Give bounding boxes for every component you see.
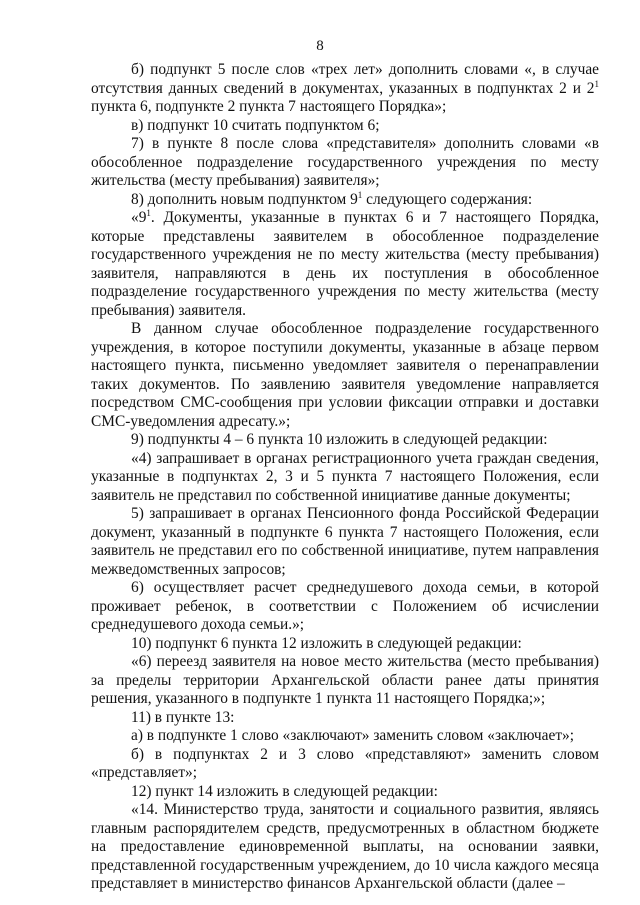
paragraph-text: в) подпункт 10 считать подпунктом 6; — [131, 116, 380, 134]
document-body — [91, 61, 599, 894]
paragraph-text: «9 — [131, 209, 147, 226]
paragraph-text: б) в подпунктах 2 и 3 слово «представляют» заменить словом «представляет»; — [91, 745, 599, 781]
paragraph-text: «4) запрашивает в органах регистрационного учета граждан сведения, указанные в подпунктах 2, 3 и 5 пункта 7 настоящего Положения, если заявитель не представил по собственной инициативе данные документы; — [91, 449, 599, 504]
paragraph-text: В данном случае обособленное подразделение государственного учреждения, в которое поступили документы, указанные в абзаце первом настоящего пункта, письменно уведомляет заявителя о перенаправлении таких документов. По заявлению заявителя уведомление направляется посредством СМС-сообщения при условии фиксации отправки и доставки СМС-уведомления адресату.»; — [91, 320, 599, 430]
superscript: 1 — [357, 189, 363, 200]
paragraph — [91, 579, 599, 635]
paragraph — [91, 653, 599, 709]
paragraph — [91, 431, 599, 450]
paragraph-text: 9) подпункты 4 – 6 пункта 10 изложить в следующей редакции: — [131, 431, 548, 448]
paragraph-text: пункта 6, подпункте 2 пункта 7 настоящего Порядка»; — [91, 98, 447, 115]
paragraph-text: а) в подпункте 1 слово «заключают» заменить словом «заключает»; — [131, 727, 575, 744]
paragraph — [91, 61, 599, 117]
paragraph-text: следующего содержания: — [362, 190, 533, 208]
paragraph-text: 11) в пункте 13: — [131, 708, 235, 726]
paragraph — [91, 709, 599, 728]
paragraph-text: 6) осуществляет расчет среднедушевого дохода семьи, в которой проживает ребенок, в соответствии с Положением об исчислении среднедушевого дохода семьи.»; — [91, 579, 599, 633]
paragraph — [91, 505, 599, 579]
paragraph — [91, 635, 599, 654]
paragraph — [91, 135, 599, 191]
paragraph-text: 7) в пункте 8 после слова «представителя» дополнить словами «в обособленное подразделение государственного учреждения по месту жительства (месту пребывания) заявителя»; — [91, 135, 599, 189]
paragraph-text: «14. Министерство труда, занятости и социального развития, являясь главным распорядителем средств, предусмотренных в областном бюджете на предоставление единовременной выплаты, на основании заявки, представленной государственным учреждением, до 10 числа каждого месяца представляет в министерство финансов Архангельской области (далее – — [91, 801, 599, 892]
paragraph-text: б) подпункт 5 после слов «трех лет» дополнить словами «, в случае отсутствия данных сведений в документах, указанных в подпунктах 2 и 2 — [91, 61, 599, 97]
paragraph-text: «6) переезд заявителя на новое место жительства (место пребывания) за пределы территории Архангельской области ранее даты принятия решения, указанного в подпункте 1 пункта 11 настоящего Порядка;»; — [91, 653, 599, 707]
superscript: 1 — [146, 208, 151, 218]
paragraph-text: . Документы, указанные в пунктах 6 и 7 настоящего Порядка, которые представлены заявителем в обособленное подразделение государственного учреждения не по месту жительства (месту пребывания) заявителя, направляются в день их поступления в обособленное подразделение государственного учреждения по месту жительства (месту пребывания) заявителя. — [91, 209, 599, 319]
paragraph — [91, 209, 599, 320]
paragraph — [91, 320, 599, 431]
paragraph — [91, 191, 599, 210]
paragraph-text: 5) запрашивает в органах Пенсионного фонда Российской Федерации документ, указанный в подпункте 6 пункта 7 настоящего Положения, если заявитель не представил его по собственной инициативе, путем направления межведомственных запросов; — [91, 505, 599, 578]
paragraph — [91, 783, 599, 802]
superscript: 1 — [594, 78, 599, 89]
paragraph — [91, 727, 599, 746]
paragraph-text: 12) пункт 14 изложить в следующей редакции: — [131, 782, 438, 800]
paragraph — [91, 801, 599, 894]
paragraph — [91, 450, 599, 506]
page-number: 8 — [316, 38, 324, 54]
paragraph-text: 10) подпункт 6 пункта 12 изложить в следующей редакции: — [131, 634, 522, 652]
paragraph — [91, 746, 599, 783]
paragraph — [91, 117, 599, 136]
paragraph-text: 8) дополнить новым подпунктом 9 — [131, 190, 358, 208]
